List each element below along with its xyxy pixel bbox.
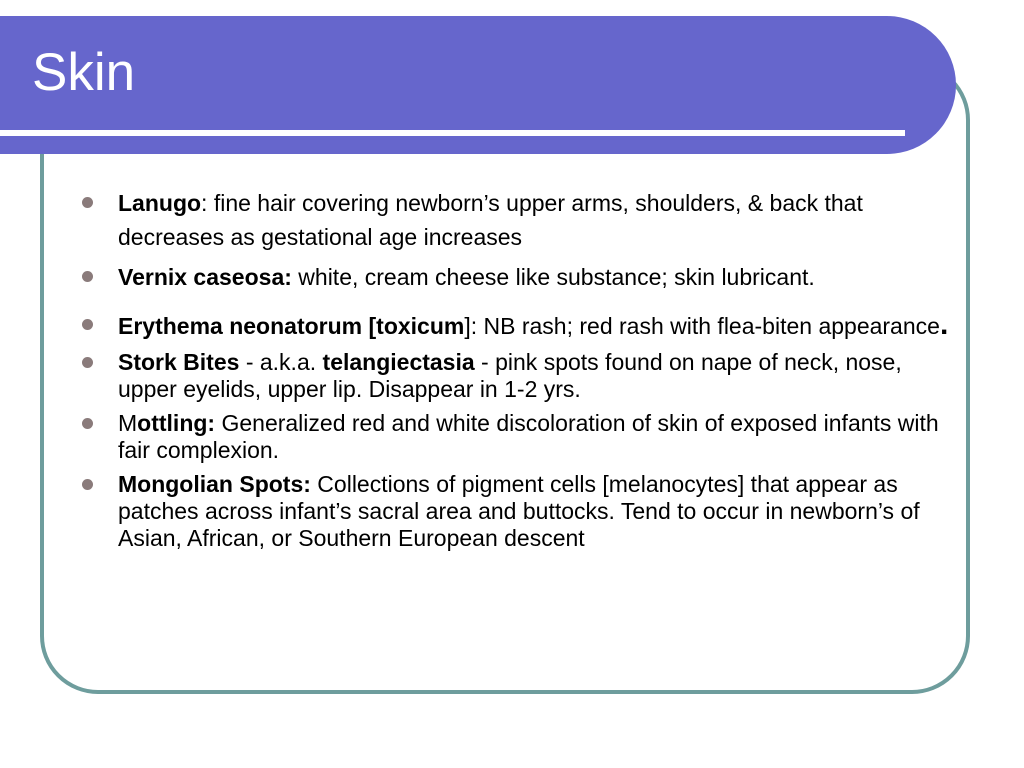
- bullet-dot-icon: [82, 418, 93, 429]
- bullet-term: ottling:: [137, 410, 216, 436]
- bullet-text-secondary: - pink spots found on nape of neck, nose, upper eyelids, upper lip. Disappear in 1-2 yrs.: [118, 349, 902, 402]
- bullet-dot-icon: [82, 479, 93, 490]
- bullet-term: Erythema neonatorum [toxicum: [118, 313, 465, 339]
- bullet-list: [82, 186, 952, 552]
- bullet-text: Generalized red and white discoloration of skin of exposed infants with fair complexion.: [118, 410, 939, 463]
- bullet-dot-icon: [82, 197, 93, 208]
- bullet-dot-icon: [82, 357, 93, 368]
- bullet-dot-icon: [82, 271, 93, 282]
- bullet-term: Lanugo: [118, 190, 202, 216]
- bullet-text: : fine hair covering newborn’s upper arms, shoulders, & back that decreases as gestational age increases: [118, 190, 863, 250]
- bullet-text: white, cream cheese like substance; skin lubricant.: [291, 264, 815, 290]
- bullet-text: ]: NB rash; red rash with flea-biten appearance: [464, 313, 940, 339]
- bullet-dot-icon: [82, 319, 93, 330]
- bullet-term: Mongolian Spots:: [118, 471, 311, 497]
- bullet-term: Vernix caseosa:: [118, 264, 292, 290]
- bullet-period: .: [939, 308, 949, 341]
- bullet-term-secondary: telangiectasia: [322, 349, 475, 375]
- bullet-lanugo: [82, 186, 952, 254]
- bullet-stork-bites: [82, 349, 952, 403]
- bullet-erythema-neonatorum: [82, 302, 952, 349]
- bullet-mottling: [82, 410, 952, 464]
- bullet-term: Stork Bites: [118, 349, 240, 375]
- bullet-text: Collections of pigment cells [melanocytes] that appear as patches across infant’s sacral area and buttocks. Tend to occur in newborn’s of Asian, African, or Southern European descent: [118, 471, 920, 551]
- slide-title: Skin: [32, 43, 136, 102]
- bullet-vernix-caseosa: [82, 260, 952, 294]
- title-underline: [0, 130, 905, 136]
- bullet-prefix: M: [118, 410, 138, 436]
- bullet-text: - a.k.a.: [239, 349, 323, 375]
- bullet-mongolian-spots: [82, 471, 952, 552]
